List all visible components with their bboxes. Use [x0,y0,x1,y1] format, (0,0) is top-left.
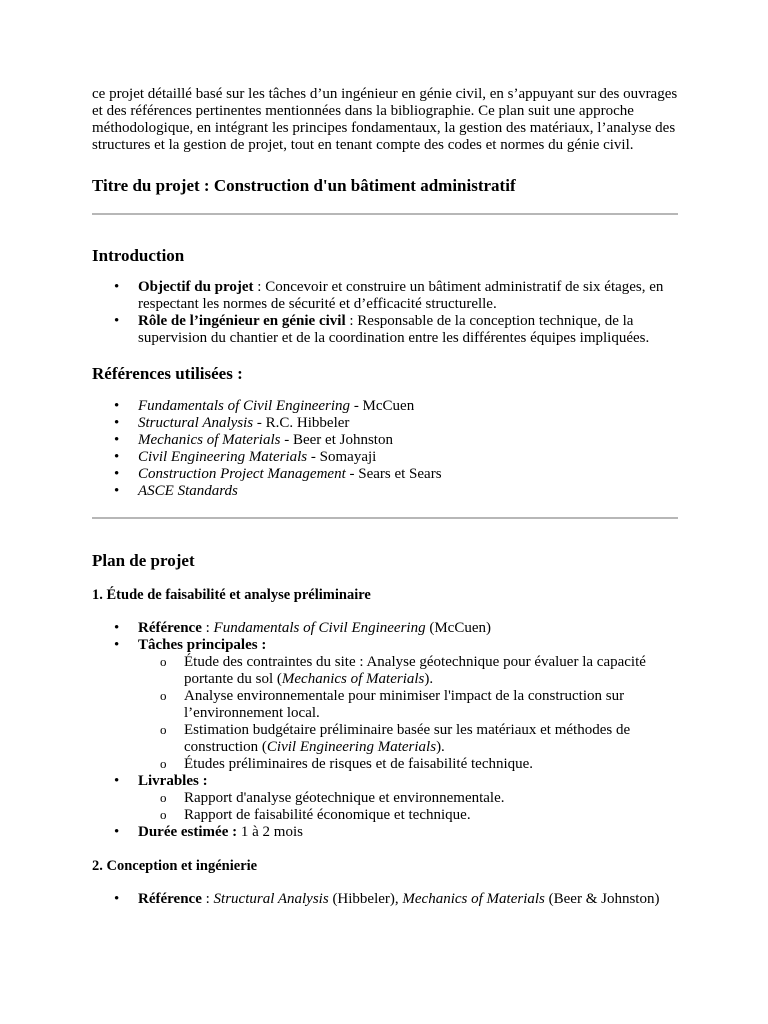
item-text: : Concevoir et construire un bâtiment administratif de six étages, en respectant les normes de sécurité et d’efficacité structurelle. [138,279,664,312]
project-title: Titre du projet : Construction d'un bâtiment administratif [92,176,516,195]
reference-title: ASCE Standards [138,483,238,499]
deliverable-item: o Rapport de faisabilité économique et technique. [138,807,678,824]
task-text: Étude des contraintes du site : Analyse géotechnique pour évaluer la capacité portante du sol ( [184,654,646,687]
reference-author: (McCuen) [425,620,491,636]
separator: : [201,891,214,907]
reference-item [92,415,678,432]
reference-title: Construction Project Management [138,466,346,482]
introduction-list [92,279,678,347]
section1-heading: 1. Étude de faisabilité et analyse préliminaire [92,587,371,603]
reference-item [92,449,678,466]
document-content [92,86,678,908]
section1-list [92,620,678,841]
reference-item [92,432,678,449]
reference-item [92,398,678,415]
reference-author: - R.C. Hibbeler [253,415,350,431]
tasks-list [138,654,678,773]
reference-author: (Beer & Johnston) [544,891,660,907]
references-list [92,398,678,500]
task-text: Analyse environnementale pour minimiser l'impact de la construction sur l’environnement local. [184,688,625,721]
section2-list [92,891,678,908]
list-item [92,824,678,841]
item-label: Tâches principales : [138,637,267,653]
divider [92,517,678,519]
list-item [92,891,678,908]
item-label: Livrables : [138,773,208,789]
divider [92,213,678,215]
task-item [138,722,678,756]
intro-paragraph: ce projet détaillé basé sur les tâches d’un ingénieur en génie civil, en s’appuyant sur des ouvrages et des références pertinentes mentionnées dans la bibliographie. Ce plan suit une approche méthodologique, en intégrant les principes fondamentaux, la gestion des matériaux, l’analyse des structures et la gestion de projet, tout en tenant compte des codes et normes du génie civil. [92,86,678,153]
introduction-heading: Introduction [92,246,185,265]
item-label: Référence [138,891,202,907]
task-item [138,688,678,722]
reference-title: Fundamentals of Civil Engineering [213,620,426,636]
task-text: Estimation budgétaire préliminaire basée sur les matériaux et méthodes de construction ( [184,722,631,755]
reference-title: Mechanics of Materials [138,432,281,448]
reference-title: Civil Engineering Materials [138,449,308,465]
item-label: Objectif du projet [138,279,254,295]
list-item [92,313,678,347]
reference-item [92,483,678,500]
task-item [138,756,678,773]
reference-title: Structural Analysis [138,415,254,431]
reference-author: - Somayaji [307,449,377,465]
reference-title: Structural Analysis [213,891,329,907]
item-text: : Responsable de la conception technique, de la supervision du chantier et de la coordination entre les différentes équipes impliquées. [138,313,650,346]
reference-author: - McCuen [350,398,415,414]
reference-title: Fundamentals of Civil Engineering [138,398,351,414]
task-reference: Civil Engineering Materials [266,739,437,755]
separator: : [201,620,214,636]
reference-author: - Sears et Sears [345,466,442,482]
reference-item [92,466,678,483]
task-reference: Mechanics of Materials [281,671,425,687]
list-item [92,279,678,313]
section2-heading: 2. Conception et ingénierie [92,858,258,874]
task-text-end: ). [436,739,445,755]
reference-author: - Beer et Johnston [280,432,393,448]
deliverables-list [138,790,678,824]
item-label: Référence [138,620,202,636]
deliverable-item: o Rapport d'analyse géotechnique et environnementale. [138,790,678,807]
list-item [92,773,678,824]
plan-heading: Plan de projet [92,551,195,570]
list-item [92,620,678,637]
task-item [138,654,678,688]
task-text: Études préliminaires de risques et de faisabilité technique. [184,756,534,772]
references-heading: Références utilisées : [92,364,243,383]
task-text-end: ). [424,671,434,687]
reference-author: (Hibbeler), [328,891,403,907]
item-label: Rôle de l’ingénieur en génie civil [138,313,346,329]
duration-value: 1 à 2 mois [237,824,303,840]
item-label: Durée estimée : [138,824,238,840]
reference-title: Mechanics of Materials [402,891,545,907]
list-item [92,637,678,773]
